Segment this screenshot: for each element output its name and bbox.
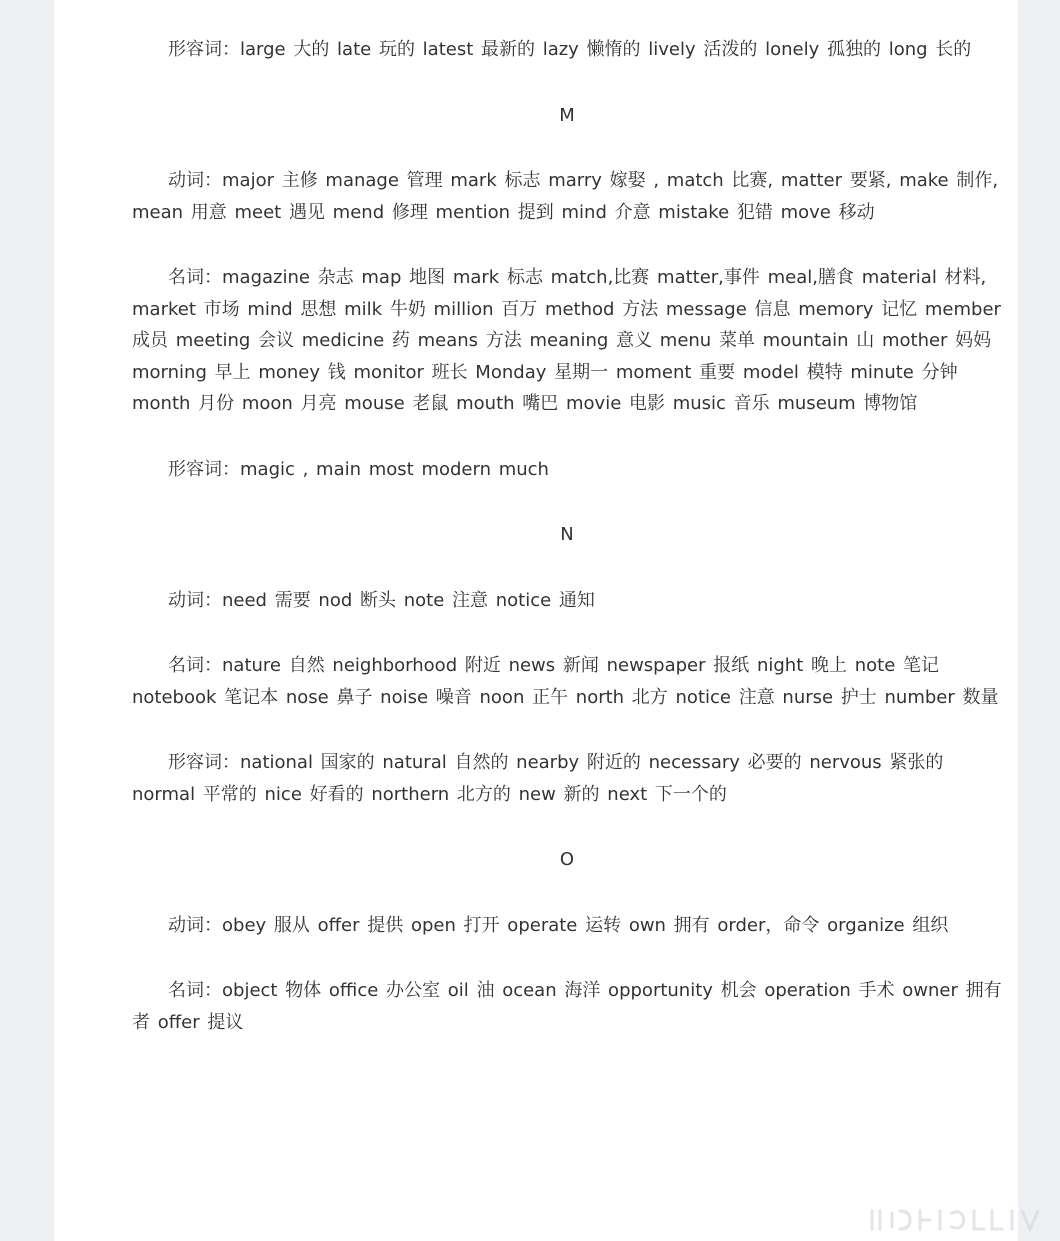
paragraph-o-verbs: 动词：obey 服从 offer 提供 open 打开 operate 运转 own 拥有 order，命令 organize 组织 <box>168 914 949 936</box>
watermark-logo-icon <box>866 1207 1046 1233</box>
paragraph-n-adjectives: 形容词：national 国家的 natural 自然的 nearby 附近的 necessary 必要的 nervous 紧张的 normal 平常的 nice 好看的 northern 北方的 new 新的 next 下一个的 <box>132 752 944 805</box>
paragraph-l-adjectives: 形容词：large 大的 late 玩的 latest 最新的 lazy 懒惰的 lively 活泼的 lonely 孤独的 long 长的 <box>168 39 972 60</box>
paragraph-m-nouns: 名词：magazine 杂志 map 地图 mark 标志 match,比赛 matter,事件 meal,膳食 material 材料, market 市场 mind 思想 milk 牛奶 million 百万 method 方法 message 信息 memory 记忆 member 成员 meeting 会议 medicine 药 means 方法 meaning 意义 menu 菜单 mountain 山 mother 妈妈 morning 早上 money 钱 monitor 班长 Monday 星期一 moment 重要 model 模特 minute 分钟 month 月份 moon 月亮 mouse 老鼠 mouth 嘴巴 movie 电影 music 音乐 museum 博物馆 <box>132 267 1001 414</box>
section-heading-n: N <box>560 524 574 545</box>
section-heading-m: M <box>559 104 575 126</box>
document-page <box>54 0 1018 1241</box>
paragraph-m-verbs: 动词：major 主修 manage 管理 mark 标志 marry 嫁娶 , match 比赛, matter 要紧, make 制作, mean 用意 meet 遇见 mend 修理 mention 提到 mind 介意 mistake 犯错 move 移动 <box>132 170 999 223</box>
paragraph-m-adjectives: 形容词：magic , main most modern much <box>168 458 549 480</box>
paragraph-n-verbs: 动词：need 需要 nod 断头 note 注意 notice 通知 <box>168 589 595 611</box>
paragraph-n-nouns: 名词：nature 自然 neighborhood 附近 news 新闻 newspaper 报纸 night 晚上 note 笔记 notebook 笔记本 nose 鼻子 noise 噪音 noon 正午 north 北方 notice 注意 nurse 护士 number 数量 <box>132 655 999 708</box>
section-heading-o: O <box>559 849 575 870</box>
document-content <box>132 34 1002 1072</box>
paragraph-o-nouns: 名词：object 物体 office 办公室 oil 油 ocean 海洋 opportunity 机会 operation 手术 owner 拥有者 offer 提议 <box>132 980 1002 1033</box>
